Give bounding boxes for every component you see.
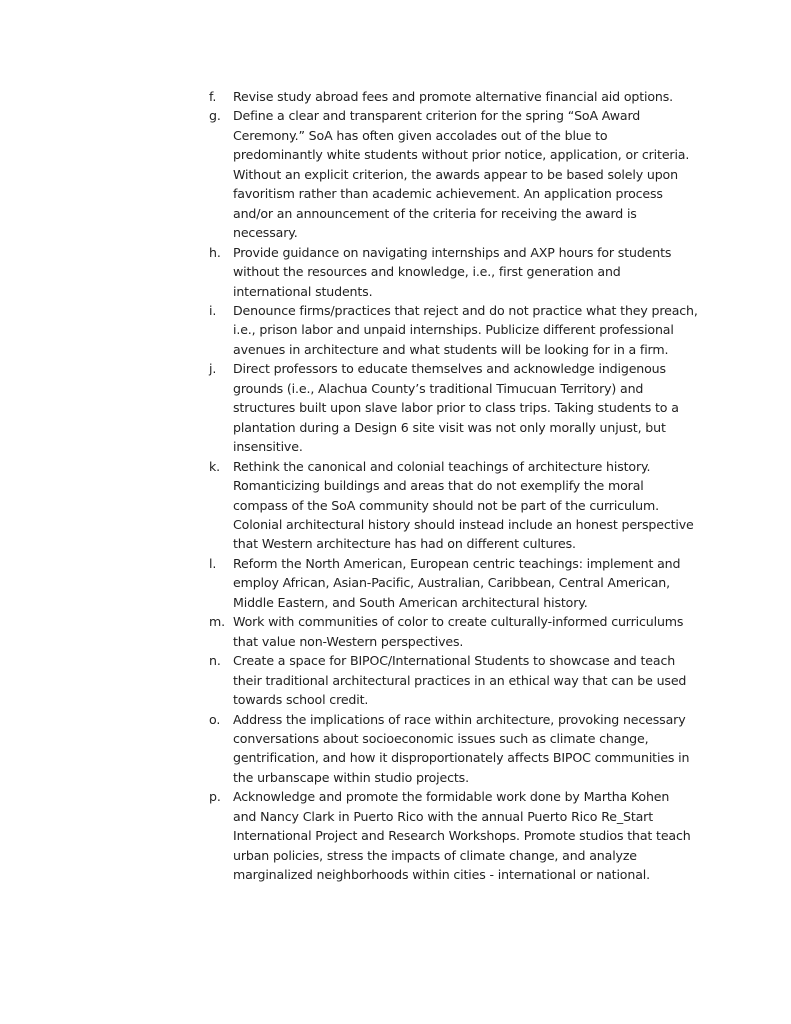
list-item-text — [233, 710, 709, 788]
text-line: that value non-Western perspectives. — [233, 633, 464, 649]
list-item-text — [233, 359, 709, 456]
text-line: conversations about socioeconomic issues such as climate change, — [233, 730, 649, 746]
text-line: that Western architecture has had on different cultures. — [233, 536, 576, 552]
text-line: their traditional architectural practices in an ethical way that can be used — [233, 672, 687, 688]
text-line: necessary. — [233, 225, 298, 241]
list-item-text — [233, 787, 709, 884]
text-line: plantation during a Design 6 site visit was not only morally unjust, but — [233, 419, 666, 435]
text-line: Work with communities of color to create culturally-informed curriculums — [233, 614, 684, 630]
list-item — [209, 612, 709, 651]
text-line: Reform the North American, European centric teachings: implement and — [233, 555, 681, 571]
text-line: Address the implications of race within architecture, provoking necessary — [233, 711, 686, 727]
text-line: Acknowledge and promote the formidable work done by Martha Kohen — [233, 789, 670, 805]
text-line: i.e., prison labor and unpaid internships. Publicize different professional — [233, 322, 674, 338]
list-item-text — [233, 106, 709, 242]
text-line: compass of the SoA community should not be part of the curriculum. — [233, 497, 659, 513]
list-item — [209, 243, 709, 301]
list-item-text — [233, 457, 709, 554]
list-item-text — [233, 554, 709, 612]
list-item-text — [233, 612, 709, 651]
list-marker: k. — [209, 458, 220, 474]
list-item — [209, 106, 709, 242]
text-line: without the resources and knowledge, i.e., first generation and — [233, 264, 621, 280]
text-line: Direct professors to educate themselves and acknowledge indigenous — [233, 361, 666, 377]
text-line: insensitive. — [233, 439, 303, 455]
list-item — [209, 87, 709, 106]
text-line: Middle Eastern, and South American architectural history. — [233, 594, 588, 610]
list-marker: p. — [209, 789, 221, 805]
list-item — [209, 710, 709, 788]
text-line: employ African, Asian-Pacific, Australian, Caribbean, Central American, — [233, 575, 670, 591]
text-line: Denounce firms/practices that reject and do not practice what they preach, — [233, 302, 698, 318]
text-line: Create a space for BIPOC/International Students to showcase and teach — [233, 653, 676, 669]
list-marker: h. — [209, 244, 221, 260]
text-line: Without an explicit criterion, the awards appear to be based solely upon — [233, 166, 678, 182]
list-item — [209, 301, 709, 359]
text-line: Define a clear and transparent criterion for the spring “SoA Award — [233, 108, 641, 124]
list-item — [209, 651, 709, 709]
text-line: Colonial architectural history should instead include an honest perspective — [233, 516, 694, 532]
list-marker: m. — [209, 614, 225, 630]
list-marker: j. — [209, 361, 217, 377]
list-marker: i. — [209, 302, 217, 318]
text-line: Romanticizing buildings and areas that do not exemplify the moral — [233, 478, 644, 494]
text-line: towards school credit. — [233, 692, 369, 708]
list-item — [209, 457, 709, 554]
list-item-text — [233, 301, 709, 359]
text-line: predominantly white students without prior notice, application, or criteria. — [233, 147, 690, 163]
list-item-text — [233, 243, 709, 301]
text-line: Revise study abroad fees and promote alternative financial aid options. — [233, 89, 674, 104]
text-line: the urbanscape within studio projects. — [233, 769, 469, 785]
text-line: and Nancy Clark in Puerto Rico with the annual Puerto Rico Re_Start — [233, 808, 654, 824]
list-marker: g. — [209, 108, 221, 124]
list-marker: f. — [209, 89, 217, 104]
text-line: International Project and Research Workshops. Promote studios that teach — [233, 828, 691, 844]
text-line: international students. — [233, 283, 373, 299]
text-line: Provide guidance on navigating internships and AXP hours for students — [233, 244, 672, 260]
text-line: and/or an announcement of the criteria for receiving the award is — [233, 205, 637, 221]
list-item — [209, 787, 709, 884]
text-line: avenues in architecture and what students will be looking for in a firm. — [233, 341, 669, 357]
list-item — [209, 359, 709, 456]
list-marker: l. — [209, 555, 217, 571]
list-item — [209, 554, 709, 612]
list-marker: n. — [209, 653, 221, 669]
text-line: favoritism rather than academic achievement. An application process — [233, 186, 663, 202]
recommendations-list — [209, 87, 709, 885]
text-line: Ceremony.” SoA has often given accolades out of the blue to — [233, 127, 608, 143]
text-line: Rethink the canonical and colonial teachings of architecture history. — [233, 458, 651, 474]
text-line: gentrification, and how it disproportionately affects BIPOC communities in — [233, 750, 690, 766]
list-item-text — [233, 651, 709, 709]
text-line: marginalized neighborhoods within cities - international or national. — [233, 867, 650, 883]
list-marker: o. — [209, 711, 221, 727]
text-line: urban policies, stress the impacts of climate change, and analyze — [233, 847, 637, 863]
text-line: structures built upon slave labor prior to class trips. Taking students to a — [233, 400, 679, 416]
list-item-text — [233, 87, 709, 106]
text-line: grounds (i.e., Alachua County’s traditional Timucuan Territory) and — [233, 380, 644, 396]
